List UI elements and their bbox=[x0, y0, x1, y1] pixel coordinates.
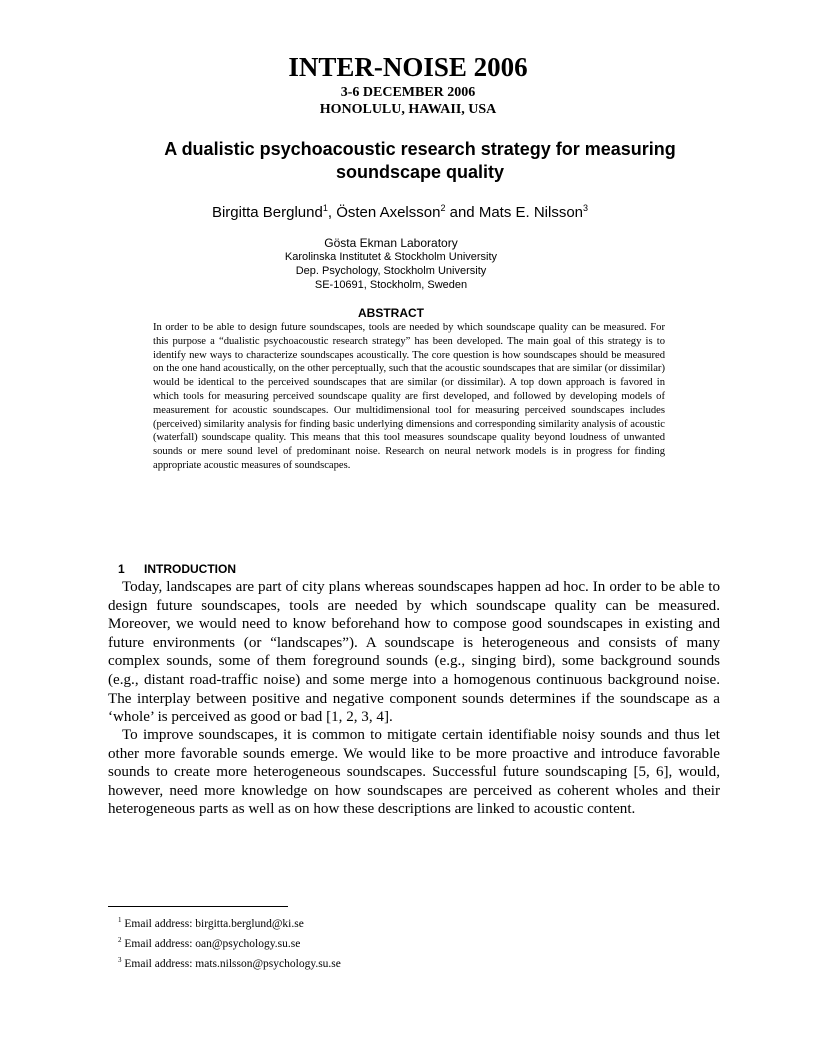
section-title: INTRODUCTION bbox=[144, 562, 236, 576]
author-footnote-mark: 1 bbox=[322, 203, 328, 213]
footnote-mark: 1 bbox=[118, 916, 122, 924]
author-footnote-mark: 3 bbox=[583, 203, 589, 213]
author-name: Östen Axelsson bbox=[336, 204, 441, 221]
author-name: Mats E. Nilsson bbox=[478, 204, 584, 221]
section-heading bbox=[118, 562, 236, 576]
author-name: Birgitta Berglund bbox=[211, 204, 323, 221]
footnote-mark: 2 bbox=[118, 935, 122, 944]
author-list bbox=[0, 199, 800, 222]
section-number: 1 bbox=[118, 562, 125, 576]
body-paragraph: Today, landscapes are part of city plans whereas soundscapes happen ad hoc. In order to be able to design future soundscapes, tools are needed by which soundscape quality can be measured. Moreover, we would need to know beforehand how to compose good soundscapes in existing and future environments (or “landscapes”). A soundscape is heterogeneous and consists of many complex sounds, some of them foreground sounds (e.g., singing bird), some background sounds (e.g., distant road-traffic noise) and some merge into a homogenous continuous background noise. The interplay between positive and negative component sounds determines if the soundscape as a ‘whole’ is perceived as good or bad [1, 2, 3, 4]. bbox=[108, 579, 720, 726]
footnote-mark: 3 bbox=[118, 955, 122, 964]
footnote-text: Email address: oan@psychology.su.se bbox=[124, 937, 301, 950]
footnote bbox=[118, 952, 618, 972]
body-paragraph: To improve soundscapes, it is common to mitigate certain identifiable noisy sounds and thus let other more favorable sounds emerge. We would like to be more proactive and introduce favorable sounds to create more heterogeneous soundscapes. Successful future soundscaping [5, 6], would, however, need more knowledge on how soundscapes are perceived as coherent wholes and their heterogeneous parts as well as on how these descriptions are linked to acoustic content. bbox=[108, 727, 720, 818]
affiliation-line: SE-10691, Stockholm, Sweden bbox=[314, 279, 468, 291]
footnote bbox=[118, 932, 618, 952]
affiliation-line: Dep. Psychology, Stockholm University bbox=[295, 265, 487, 277]
paper-title: A dualistic psychoacoustic research strategy for measuring soundscape quality bbox=[164, 139, 676, 182]
conference-date: 3-6 DECEMBER 2006 bbox=[340, 85, 476, 100]
abstract-heading: ABSTRACT bbox=[358, 306, 424, 320]
conference-title: INTER-NOISE 2006 bbox=[288, 52, 528, 82]
author-footnote-mark: 2 bbox=[440, 203, 446, 213]
footnote bbox=[118, 912, 618, 932]
footnote-divider bbox=[108, 906, 288, 907]
abstract-text: In order to be able to design future soundscapes, tools are needed by which soundscape quality can be measured. For this purpose a “dualistic psychoacoustic research strategy” has been developed. The main goal of this strategy is to identify new ways to characterize soundscapes acoustically. The core question is how soundscapes should be measured on the one hand acoustically, on the other perceptually, such that the acoustic soundscapes that are similar (or dissimilar) would be identical to the perceived soundscapes that are similar (or dissimilar). A top down approach is favored in which tools for measuring perceived soundscape quality are first developed, and followed by developing models of measurement for acoustic soundscapes. Our multidimensional tool for measuring perceived soundscapes includes (perceived) similarity analysis for finding basic underlying dimensions and corresponding similarity analysis of acoustic (waterfall) soundscape quality. This means that this tool measures soundscape quality beyond loudness of unwanted sounds or mere sound level of predominant noise. Research on neural network models is in progress for finding appropriate acoustic measures of soundscapes. bbox=[153, 322, 665, 471]
footnote-text: Email address: birgitta.berglund@ki.se bbox=[124, 917, 304, 930]
footnotes bbox=[118, 912, 618, 971]
conference-location: HONOLULU, HAWAII, USA bbox=[319, 102, 497, 117]
author-separator: and bbox=[445, 204, 479, 221]
affiliation-lab: Gösta Ekman Laboratory bbox=[324, 236, 458, 250]
author-separator: , bbox=[327, 204, 337, 221]
affiliation-line: Karolinska Institutet & Stockholm University bbox=[284, 251, 498, 263]
footnote-text: Email address: mats.nilsson@psychology.su.se bbox=[124, 957, 341, 970]
